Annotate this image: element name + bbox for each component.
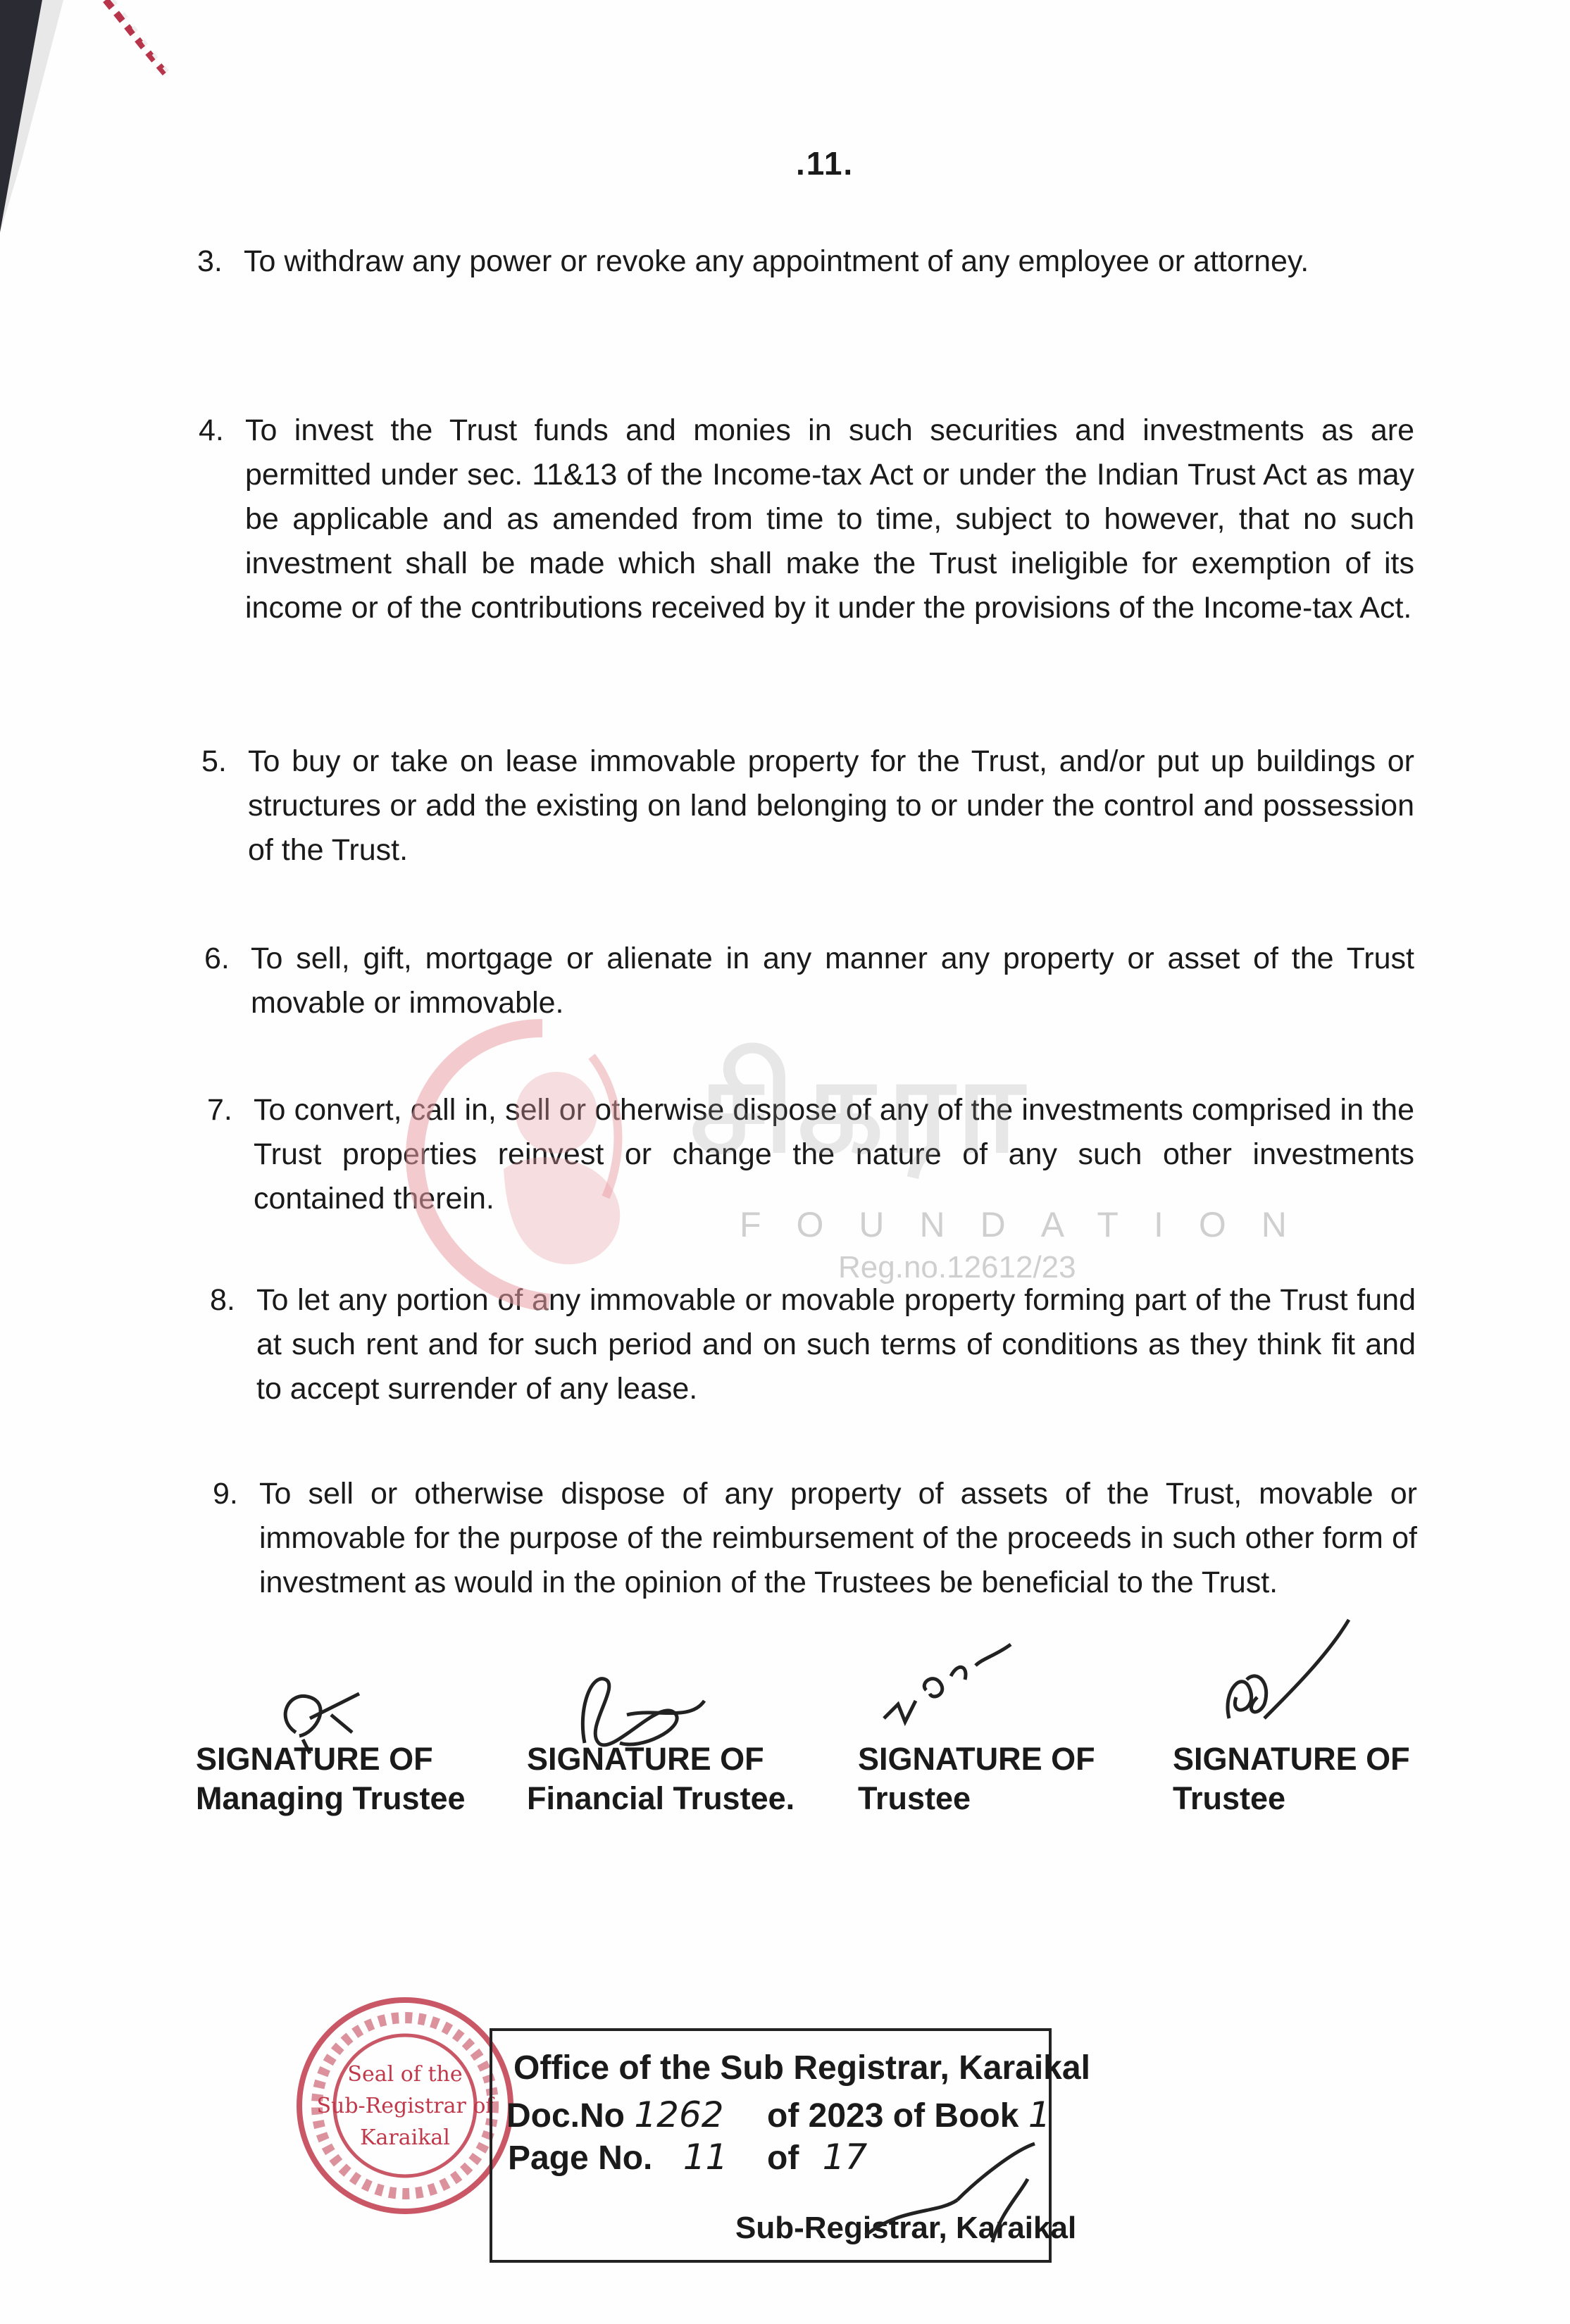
clause-text: To withdraw any power or revoke any appointment of any employee or attorney.	[244, 244, 1309, 278]
svg-text:Seal of the: Seal of the	[347, 2062, 463, 2087]
stamp-book-number: 1	[1028, 2094, 1051, 2135]
clause-5	[201, 739, 1414, 873]
clause-text: To convert, call in, sell or otherwise dispose of any of the investments comprised in the Trust properties reinvest or change the nature of any such other investments contained therein.	[254, 1093, 1414, 1216]
signature-trustee-1	[877, 1634, 1018, 1739]
signature-label: SIGNATURE OF	[527, 1741, 764, 1777]
stamp-doc-label: Doc.No	[506, 2097, 625, 2135]
clause-text: To sell, gift, mortgage or alienate in any manner any property or asset of the Trust movable or immovable.	[251, 942, 1414, 1020]
clause-7	[207, 1088, 1414, 1221]
page-number: .11.	[796, 145, 854, 182]
watermark-tamil-title: சிகரா	[690, 1030, 1028, 1180]
signature-label: SIGNATURE OF	[1173, 1741, 1410, 1777]
signature-role: Trustee	[858, 1780, 971, 1816]
stamp-total-label: of	[767, 2139, 799, 2177]
watermark-registration: Reg.no.12612/23	[838, 1250, 1076, 1285]
stamp-year-label: of 2023 of Book	[767, 2097, 1019, 2135]
clause-number: 8.	[210, 1283, 235, 1317]
stamp-office: Office of the Sub Registrar, Karaikal	[513, 2049, 1090, 2087]
signature-role: Financial Trustee.	[527, 1780, 795, 1816]
stamp-page-number: 11	[683, 2137, 728, 2178]
svg-text:Karaikal: Karaikal	[360, 2125, 450, 2150]
clause-text: To buy or take on lease immovable property for the Trust, and/or put up buildings or structures or add the existing on land belonging to or under the control and possession of the Trust.	[248, 744, 1414, 867]
sub-registrar-seal-icon	[292, 1993, 518, 2218]
clause-number: 3.	[197, 244, 223, 278]
clause-number: 6.	[204, 942, 230, 975]
stamp-total-pages: 17	[822, 2137, 868, 2178]
stamp-page-label: Page No.	[508, 2139, 653, 2177]
clause-6	[204, 937, 1414, 1025]
watermark-subtitle: FOUNDATION	[740, 1205, 1322, 1244]
svg-text:Sub-Registrar of: Sub-Registrar of	[316, 2094, 494, 2118]
signature-trustee-2	[1215, 1613, 1356, 1739]
signature-label: SIGNATURE OF	[196, 1741, 433, 1777]
clause-number: 4.	[199, 413, 224, 447]
clause-text: To let any portion of any immovable or movable property forming part of the Trust fund at such rent and for such period and on such terms of conditions as they think fit and to accept surrender of any lease.	[256, 1283, 1416, 1406]
clause-9	[213, 1472, 1417, 1605]
signature-block-managing-trustee	[196, 1739, 466, 1818]
stamp-doc-number: 1262	[634, 2094, 724, 2135]
clause-8	[210, 1278, 1416, 1411]
stamp-doc-row	[506, 2094, 724, 2135]
clause-4	[199, 408, 1414, 630]
signature-role: Trustee	[1173, 1780, 1286, 1816]
signature-block-financial-trustee	[527, 1739, 795, 1818]
signature-label: SIGNATURE OF	[858, 1741, 1095, 1777]
clause-number: 9.	[213, 1477, 238, 1511]
stamp-signatory: Sub-Registrar, Karaikal	[735, 2211, 1077, 2245]
clause-text: To sell or otherwise dispose of any property of assets of the Trust, movable or immovable for the purpose of the reimbursement of the proceeds in such other form of investment as would in the opinion of the Trustees be beneficial to the Trust.	[259, 1477, 1417, 1599]
stamp-page-row	[508, 2137, 728, 2178]
signature-role: Managing Trustee	[196, 1780, 466, 1816]
clause-number: 7.	[207, 1093, 232, 1127]
stamp-total-row	[767, 2137, 867, 2178]
registration-stamp	[490, 2028, 1090, 2263]
clause-number: 5.	[201, 744, 227, 778]
signature-block-trustee-1	[858, 1739, 1095, 1818]
stamp-book-row	[767, 2094, 1051, 2135]
clause-text: To invest the Trust funds and monies in such securities and investments as are permitted under sec. 11&13 of the Income-tax Act or under the Indian Trust Act as may be applicable and as amended from time to time, subject to however, that no such investment shall be made which shall make the Trust ineligible for exemption of its income or of the contributions received by it under the provisions of the Income-tax Act.	[245, 413, 1414, 625]
signature-block-trustee-2	[1173, 1739, 1410, 1818]
clause-3	[197, 239, 1342, 284]
sub-registrar-signature	[859, 2137, 1042, 2256]
